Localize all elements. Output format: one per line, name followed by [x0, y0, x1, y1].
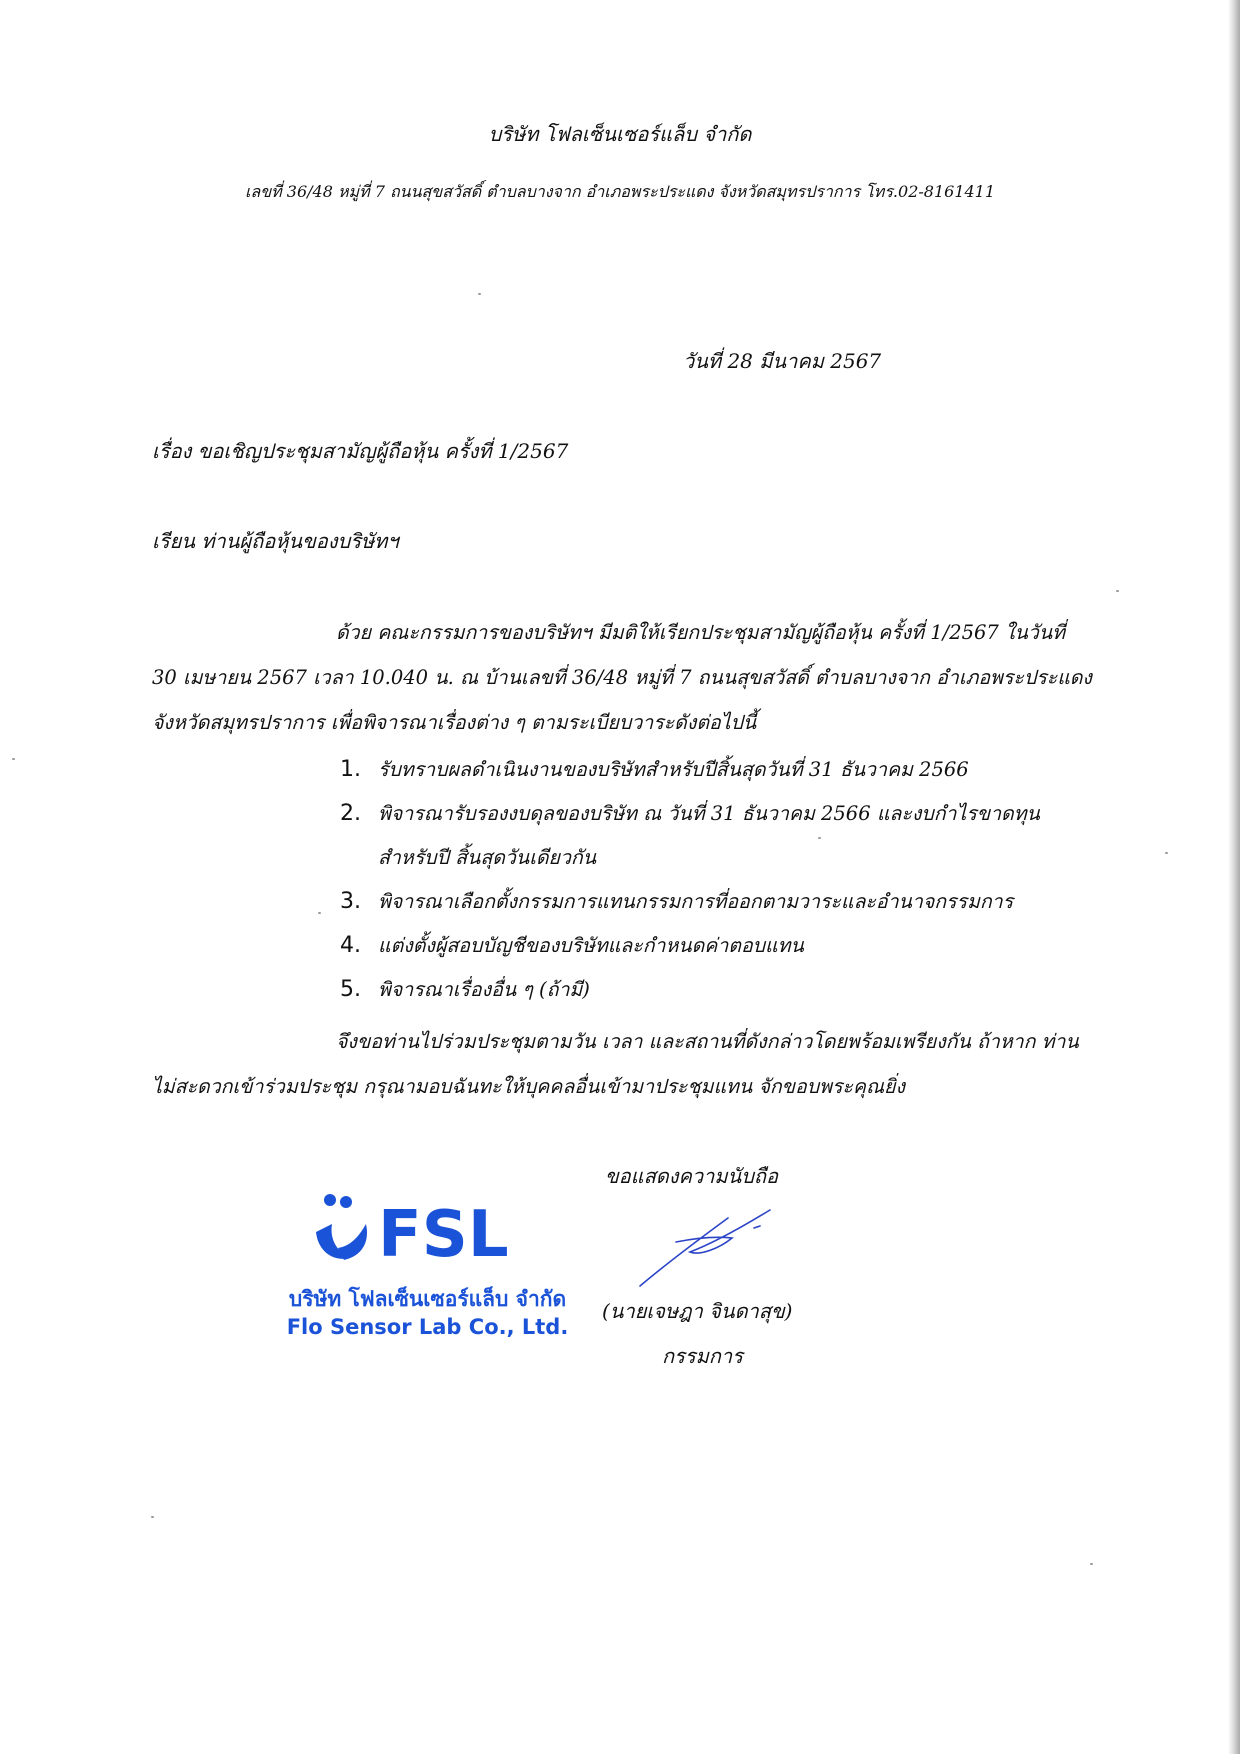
letter-recipient: เรียน ท่านผู้ถือหุ้นของบริษัทฯ	[152, 529, 399, 553]
agenda-item	[340, 880, 1100, 924]
agenda-number: 1.	[340, 757, 361, 782]
agenda-text: แต่งตั้งผู้สอบบัญชีของบริษัทและกำหนดค่าตอบแทน	[378, 934, 804, 957]
agenda-text: พิจารณารับรองงบดุลของบริษัท ณ วันที่ 31 ธันวาคม 2566 และงบกำไรขาดทุน สำหรับปี สิ้นสุดวันเดียวกัน	[378, 802, 1040, 869]
closing-paragraph: จึงขอท่านไปร่วมประชุมตามวัน เวลา และสถานที่ดังกล่าวโดยพร้อมเพรียงกัน ถ้าหาก ท่านไม่สะดวกเข้าร่วมประชุม กรุณามอบฉันทะให้บุคคลอื่นเข้ามาประชุมแทน จักขอบพระคุณยิ่ง	[152, 1030, 1079, 1098]
scan-speck	[478, 293, 481, 295]
stamp-name-thai: บริษัท โฟลเซ็นเซอร์แล็บ จำกัด	[288, 1287, 567, 1311]
scan-speck	[1090, 1563, 1093, 1565]
letter-subject: เรื่อง ขอเชิญประชุมสามัญผู้ถือหุ้น ครั้งที่ 1/2567	[152, 439, 569, 463]
agenda-number: 3.	[340, 889, 361, 914]
agenda-number: 2.	[340, 801, 361, 826]
handwritten-signature	[636, 1198, 784, 1290]
closing-phrase: ขอแสดงความนับถือ	[605, 1164, 779, 1188]
intro-paragraph: ด้วย คณะกรรมการของบริษัทฯ มีมติให้เรียกประชุมสามัญผู้ถือหุ้น ครั้งที่ 1/2567 ในวันที่ 30 เมษายน 2567 เวลา 10.040 น. ณ บ้านเลขที่ 36/48 หมู่ที่ 7 ถนนสุขสวัสดิ์ ตำบลบางจาก อำเภอพระประแดง จังหวัดสมุทรปราการ เพื่อพิจารณาเรื่องต่าง ๆ ตามระเบียบวาระดังต่อไปนี้	[152, 621, 1092, 734]
scan-speck	[1165, 852, 1168, 854]
agenda-text: รับทราบผลดำเนินงานของบริษัทสำหรับปีสิ้นสุดวันที่ 31 ธันวาคม 2566	[378, 758, 969, 781]
scan-speck	[1116, 590, 1119, 592]
agenda-list	[340, 748, 1100, 1012]
fsl-logo	[310, 1190, 550, 1270]
company-name: บริษัท โฟลเซ็นเซอร์แล็บ จำกัด	[488, 122, 752, 146]
scan-speck	[318, 912, 321, 914]
scan-speck	[12, 758, 15, 760]
scan-speck	[151, 1516, 154, 1518]
signatory-position: กรรมการ	[662, 1344, 743, 1368]
agenda-text: พิจารณาเลือกตั้งกรรมการแทนกรรมการที่ออกตามวาระและอำนาจกรรมการ	[378, 890, 1014, 913]
agenda-item	[340, 924, 1100, 968]
agenda-item	[340, 748, 1100, 792]
agenda-number: 5.	[340, 977, 361, 1002]
company-address: เลขที่ 36/48 หมู่ที่ 7 ถนนสุขสวัสดิ์ ตำบลบางจาก อำเภอพระประแดง จังหวัดสมุทรปราการ โทร.02-8161411	[244, 182, 996, 201]
company-stamp	[255, 1190, 600, 1350]
stamp-name-english: Flo Sensor Lab Co., Ltd.	[286, 1315, 569, 1339]
scan-speck	[818, 837, 821, 839]
letter-date: วันที่ 28 มีนาคม 2567	[683, 349, 882, 373]
logo-wordmark: FSL	[378, 1198, 509, 1270]
agenda-item	[340, 792, 1100, 880]
agenda-text: พิจารณาเรื่องอื่น ๆ (ถ้ามี)	[378, 978, 590, 1001]
signatory-name: (นายเจษฎา จินดาสุข)	[602, 1299, 793, 1323]
agenda-number: 4.	[340, 933, 361, 958]
agenda-item	[340, 968, 1100, 1012]
scan-page-edge	[1228, 0, 1240, 1754]
